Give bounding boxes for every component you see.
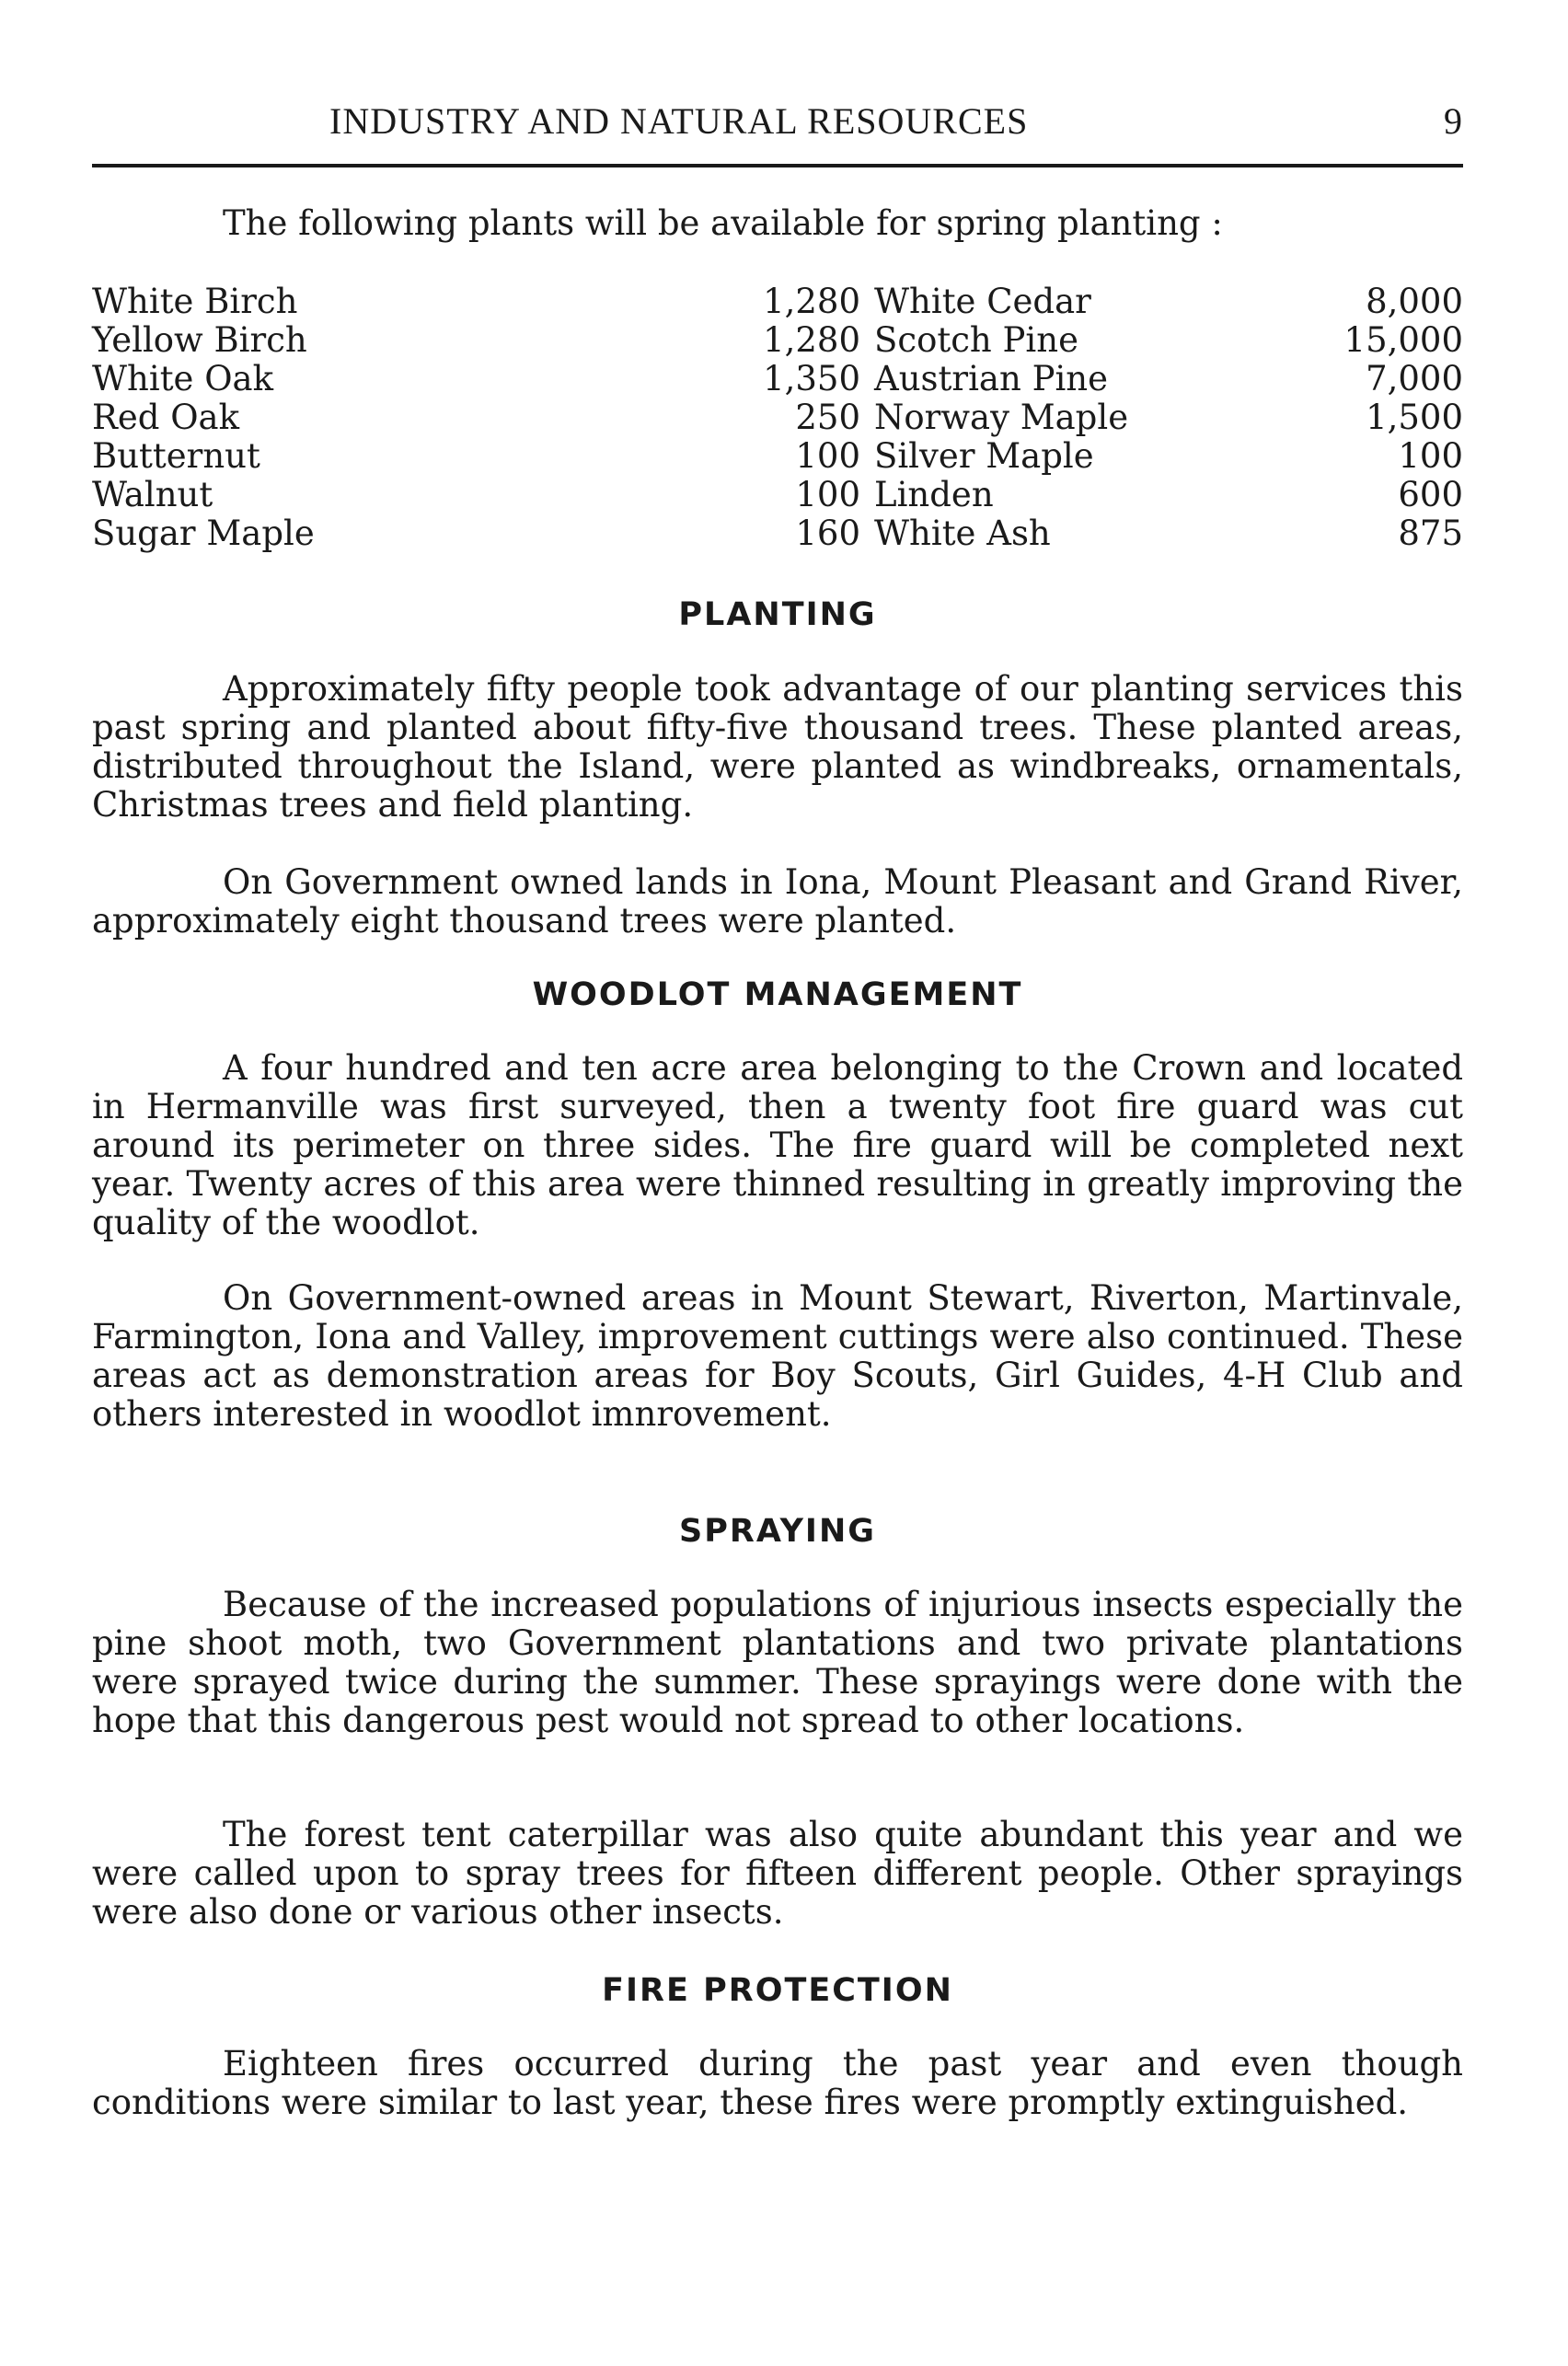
plant-name-left: White Oak bbox=[92, 359, 274, 398]
fire-protection-paragraph: Eighteen fires occurred during the past year and even though conditions were similar to last year, these fires were promptly extinguished. bbox=[92, 2044, 1463, 2122]
plant-name-left: Red Oak bbox=[92, 398, 240, 437]
table-row bbox=[92, 398, 1463, 437]
plant-name-right: Austrian Pine bbox=[874, 359, 1109, 398]
plant-qty-right: 8,000 bbox=[1366, 282, 1463, 321]
table-row bbox=[92, 476, 1463, 514]
plant-name-right: White Ash bbox=[874, 514, 1051, 553]
plant-name-left: Walnut bbox=[92, 475, 213, 514]
table-row bbox=[92, 360, 1463, 398]
plant-qty-right: 7,000 bbox=[1366, 359, 1463, 398]
plant-name-right: Norway Maple bbox=[874, 398, 1129, 437]
header-rule bbox=[92, 164, 1463, 167]
plant-name-right: Silver Maple bbox=[874, 436, 1094, 476]
plant-qty-left: 250 bbox=[795, 398, 860, 437]
woodlot-paragraph-2: On Government-owned areas in Mount Stewart, Riverton, Martinvale, Farmington, Iona and Valley, improvement cuttings were also continued. These areas act as demonstration areas for Boy Scouts, Girl Guides, 4-H Club and others interested in woodlot imnrovement. bbox=[92, 1278, 1463, 1434]
plant-qty-right: 1,500 bbox=[1366, 398, 1463, 437]
plant-qty-left: 100 bbox=[795, 436, 860, 476]
plant-name-left: Sugar Maple bbox=[92, 514, 315, 553]
plant-name-left: Butternut bbox=[92, 436, 260, 476]
plant-name-right: White Cedar bbox=[874, 282, 1091, 321]
plants-intro: The following plants will be available for spring planting : bbox=[223, 203, 1223, 243]
planting-paragraph-1: Approximately fifty people took advantage of our planting services this past spring and planted about fifty-five thousand trees. These planted areas, distributed throughout the Island, were planted as windbreaks, ornamentals, Christmas trees and field planting. bbox=[92, 669, 1463, 825]
table-row bbox=[92, 321, 1463, 360]
plant-qty-right: 600 bbox=[1398, 475, 1463, 514]
plant-qty-left: 1,350 bbox=[763, 359, 860, 398]
spraying-paragraph-2: The forest tent caterpillar was also quite abundant this year and we were called upon to spray trees for fifteen different people. Other sprayings were also done or various other insects. bbox=[92, 1815, 1463, 1932]
running-header-title: INDUSTRY AND NATURAL RESOURCES bbox=[329, 100, 1029, 142]
planting-paragraph-2: On Government owned lands in Iona, Mount Pleasant and Grand River, approximately eight thousand trees were planted. bbox=[92, 862, 1463, 941]
plant-qty-right: 15,000 bbox=[1343, 320, 1463, 360]
plant-qty-right: 875 bbox=[1398, 514, 1463, 553]
woodlot-paragraph-1: A four hundred and ten acre area belonging to the Crown and located in Hermanville was first surveyed, then a twenty foot fire guard was cut around its perimeter on three sides. The fire guard will be completed next year. Twenty acres of this area were thinned resulting in greatly improving the quality of the woodlot. bbox=[92, 1048, 1463, 1242]
plants-table bbox=[92, 283, 1463, 553]
table-row bbox=[92, 437, 1463, 476]
plant-name-right: Linden bbox=[874, 475, 994, 514]
planting-heading: PLANTING bbox=[678, 596, 877, 633]
plant-name-left: Yellow Birch bbox=[92, 320, 307, 360]
plant-qty-left: 100 bbox=[795, 475, 860, 514]
plant-qty-right: 100 bbox=[1398, 436, 1463, 476]
plant-name-left: White Birch bbox=[92, 282, 298, 321]
plant-qty-left: 160 bbox=[795, 514, 860, 553]
plant-qty-left: 1,280 bbox=[763, 320, 860, 360]
table-row bbox=[92, 514, 1463, 553]
spraying-paragraph-1: Because of the increased populations of injurious insects especially the pine shoot moth, two Government plantations and two private plantations were sprayed twice during the summer. These sprayings were done with the hope that this dangerous pest would not spread to other locations. bbox=[92, 1585, 1463, 1740]
woodlot-heading: WOODLOT MANAGEMENT bbox=[532, 976, 1023, 1013]
table-row bbox=[92, 283, 1463, 321]
page-number: 9 bbox=[1444, 100, 1463, 142]
plant-qty-left: 1,280 bbox=[763, 282, 860, 321]
spraying-heading: SPRAYING bbox=[679, 1513, 876, 1550]
fire-protection-heading: FIRE PROTECTION bbox=[602, 1972, 953, 2009]
plant-name-right: Scotch Pine bbox=[874, 320, 1078, 360]
